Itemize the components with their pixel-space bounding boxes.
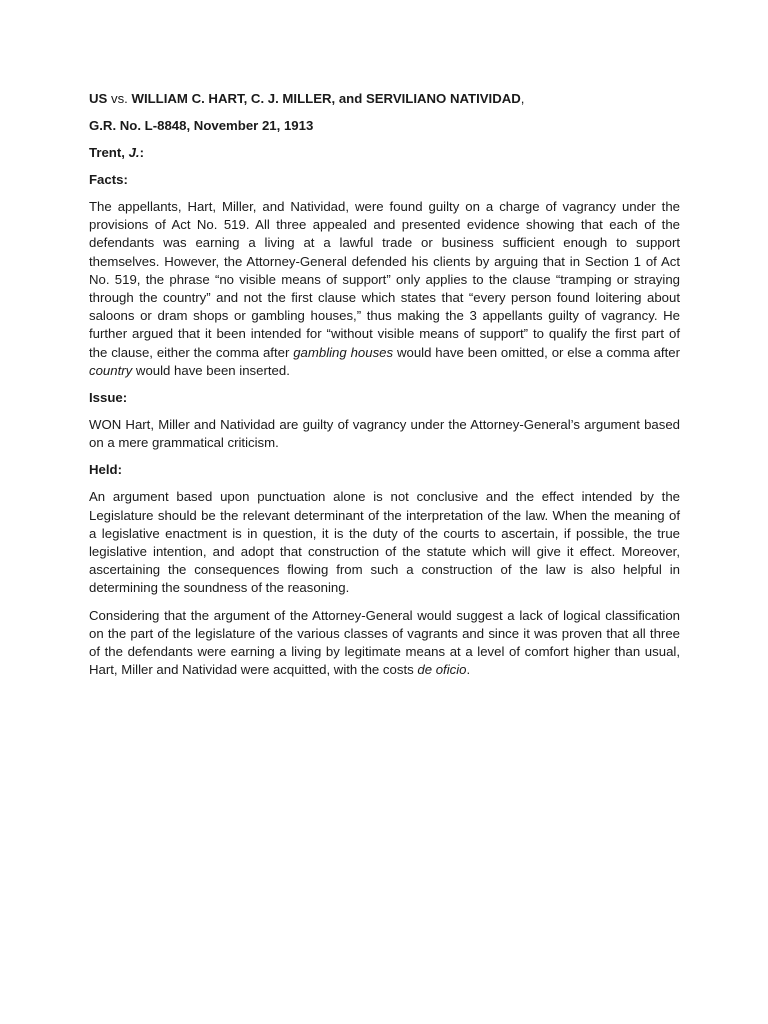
case-title <box>89 90 680 108</box>
issue-paragraph: WON Hart, Miller and Natividad are guilty of vagrancy under the Attorney-General’s argument based on a mere grammatical criticism. <box>89 417 680 451</box>
judge-name: Trent, <box>89 145 129 160</box>
facts-text-end: would have been inserted. <box>132 362 290 378</box>
held-emphasis-de-oficio: de oficio <box>417 662 467 678</box>
held-text: Considering that the argument of the Attorney-General would suggest a lack of logical classification on the part of the legislature of the various classes of vagrants and since it was proven that all three of the defendants were earning a living by legitimate means at a level of comfort higher than usual, Hart, Miller and Natividad were acquitted, with the costs <box>89 607 680 678</box>
held-text-end: . <box>466 662 471 678</box>
title-vs: vs. <box>107 91 132 106</box>
judge-suffix: J. <box>128 145 140 160</box>
held-paragraph-1: An argument based upon punctuation alone is not conclusive and the effect intended by the Legislature should be the relevant determinant of the interpretation of the law. When the meaning of a legislative enactment is in question, it is the duty of the courts to ascertain, if possible, the true legislative intention, and adopt that construction of the statute which will give it effect. Moreover, ascertaining the consequences flowing from such a construction of the law is also helpful in determining the soundness of the reasoning. <box>89 489 680 596</box>
facts-emphasis-country: country <box>89 362 133 378</box>
case-citation: G.R. No. L-8848, November 21, 1913 <box>89 118 314 133</box>
title-parties: WILLIAM C. HART, C. J. MILLER, and SERVILIANO NATIVIDAD <box>131 91 521 106</box>
facts-text: The appellants, Hart, Miller, and Natividad, were found guilty on a charge of vagrancy under the provisions of Act No. 519. All three appealed and presented evidence showing that each of the defendants was earning a living at a lawful trade or business sufficient enough to support themselves. However, the Attorney-General defended his clients by arguing that in Section 1 of Act No. 519, the phrase “no visible means of support” only applies to the clause “tramping or straying through the country” and not the first clause which states that “every person found loitering about saloons or dram shops or gambling houses,” thus making the 3 appellants guilty of vagrancy. He further argued that it been intended for “without visible means of support” to qualify the first part of the clause, either the comma after <box>89 199 680 360</box>
facts-text-mid: would have been omitted, or else a comma after <box>393 344 680 360</box>
title-us: US <box>89 91 108 106</box>
judge-colon: : <box>139 145 144 160</box>
title-comma: , <box>520 91 525 106</box>
issue-heading: Issue: <box>89 390 128 406</box>
case-judge <box>89 144 680 162</box>
facts-paragraph <box>89 198 680 380</box>
facts-heading: Facts: <box>89 172 128 187</box>
case-digest-page <box>89 90 680 688</box>
held-heading: Held: <box>89 462 122 478</box>
held-paragraph-2 <box>89 607 680 680</box>
facts-emphasis-gambling-houses: gambling houses <box>293 344 394 360</box>
